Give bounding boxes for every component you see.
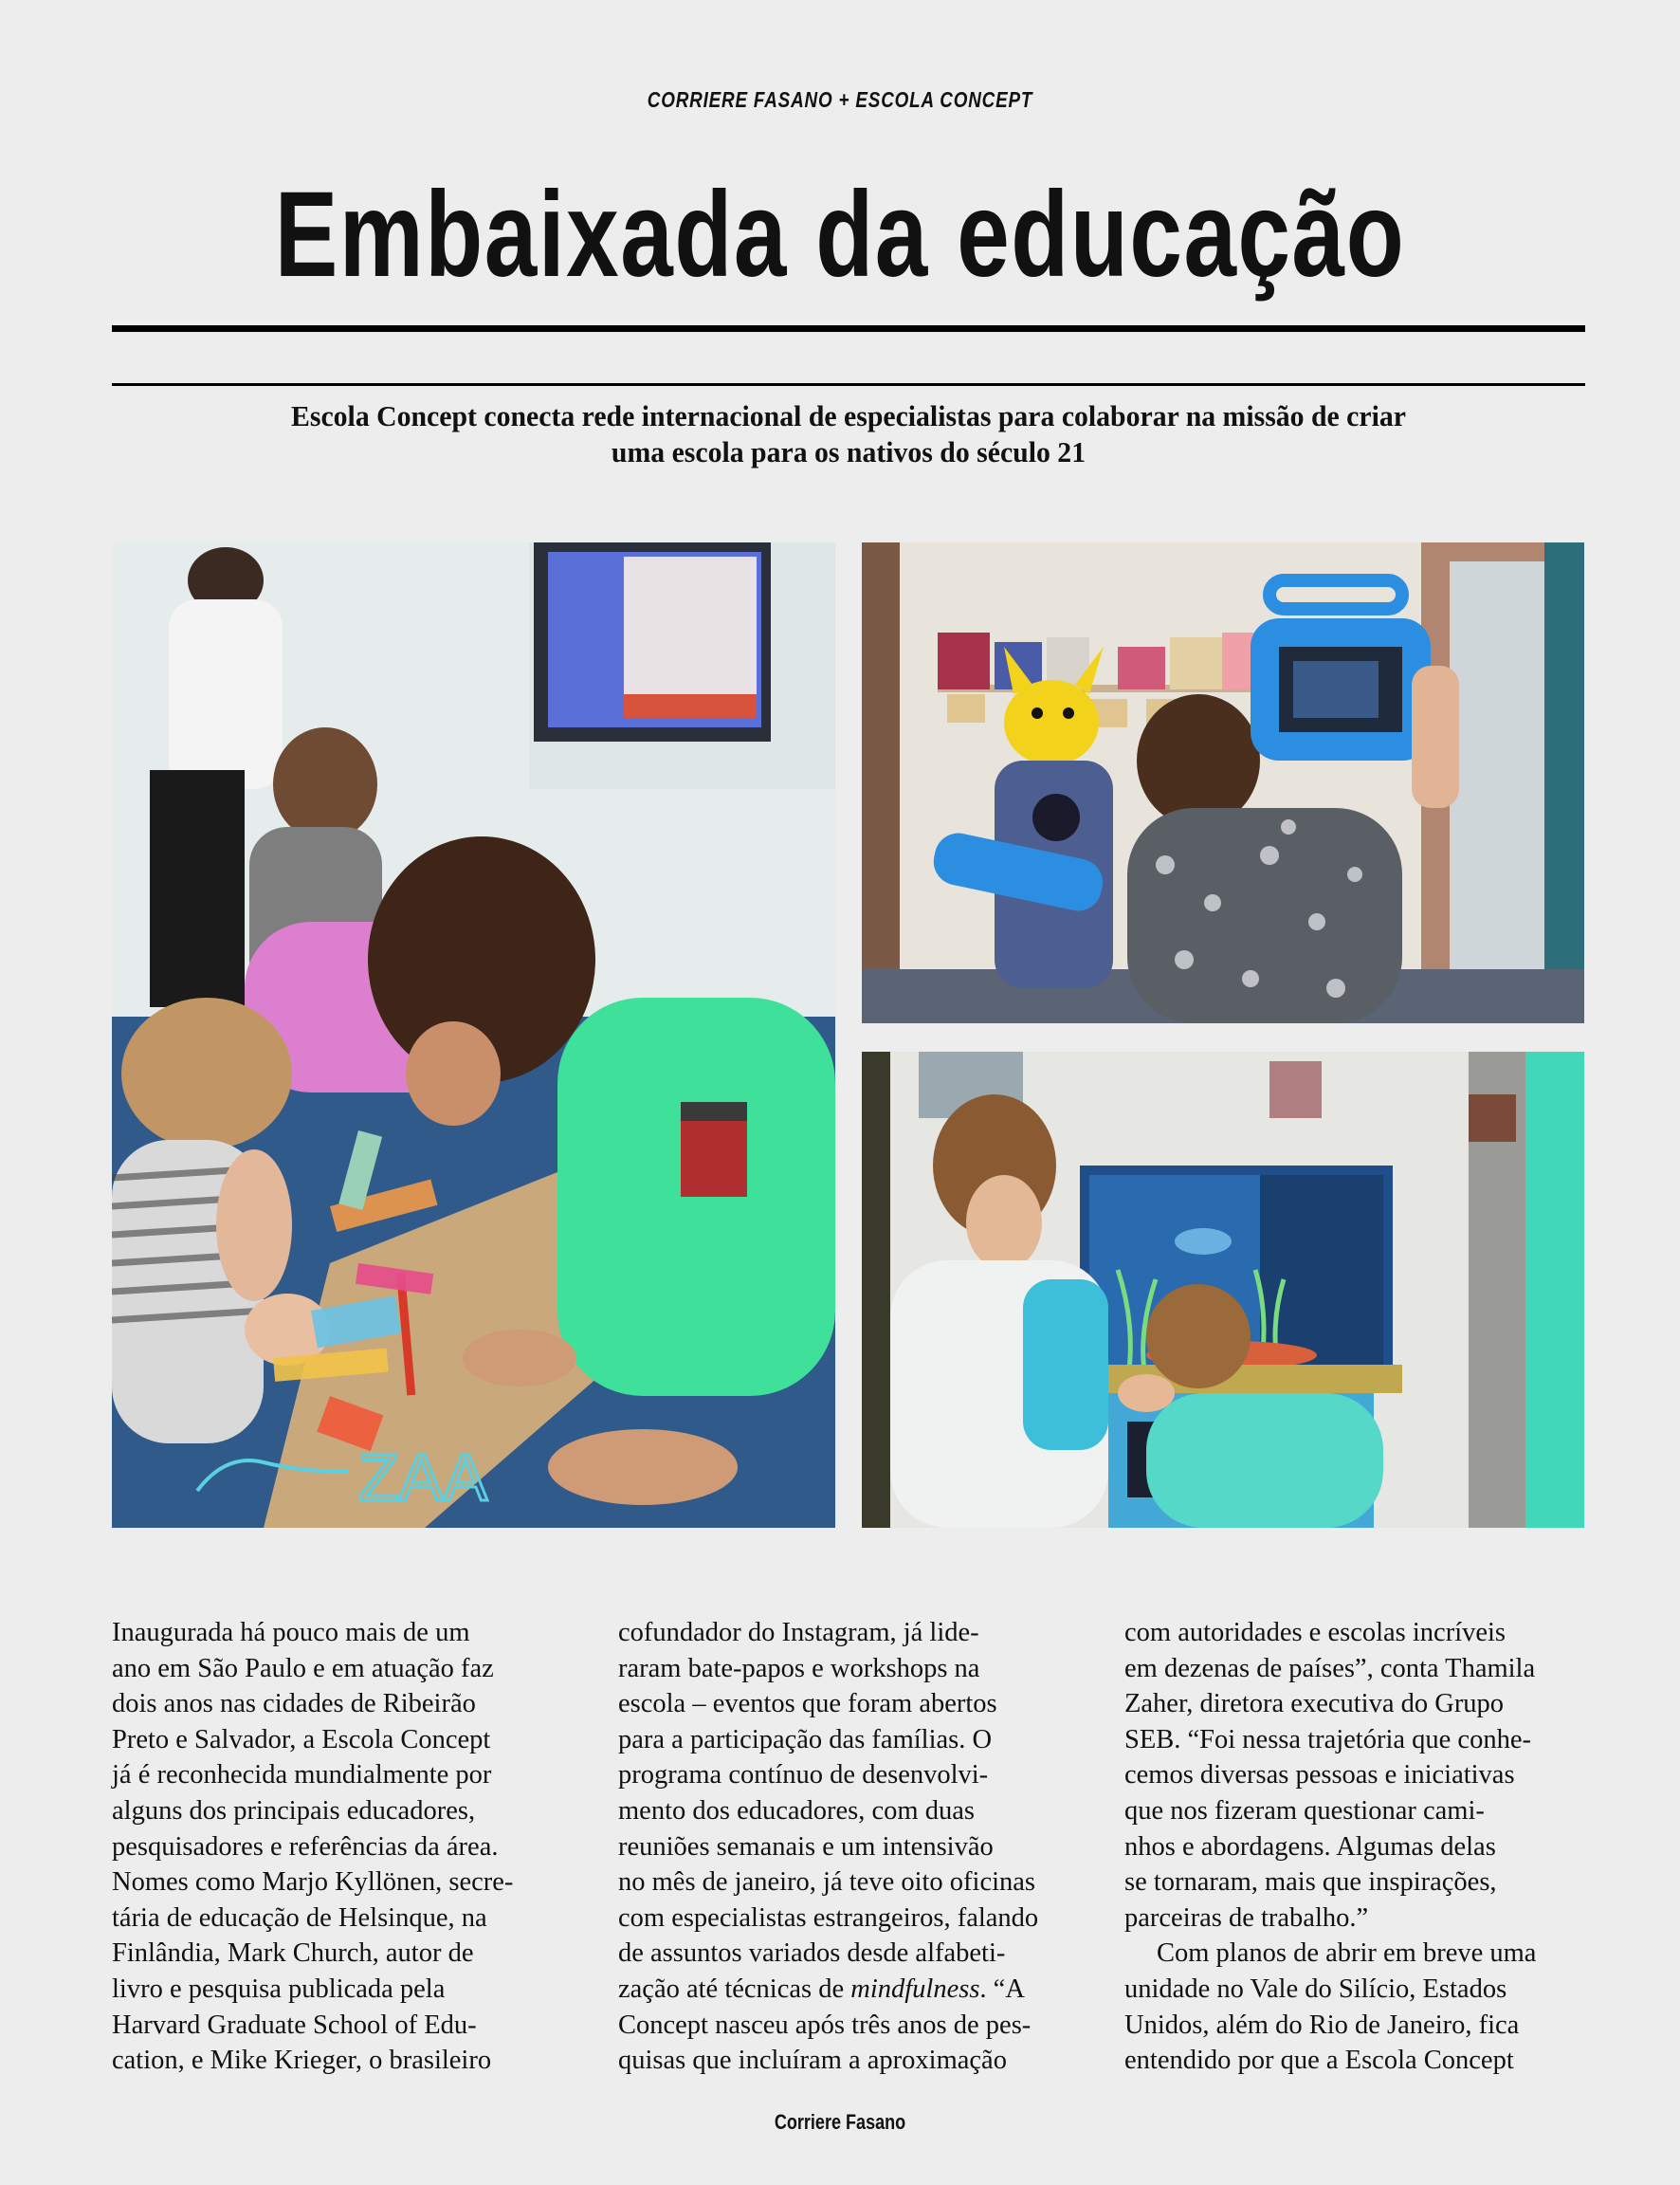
page-title: Embaixada da educação — [274, 167, 1406, 303]
body-line: com autoridades e escolas incríveis — [1124, 1618, 1507, 1647]
svg-text:ZAA: ZAA — [358, 1441, 488, 1515]
body-line: para a participação das famílias. O — [618, 1724, 993, 1754]
body-line: Zaher, diretora executiva do Grupo — [1124, 1689, 1505, 1719]
body-line: escola – eventos que foram abertos — [618, 1689, 997, 1719]
body-line: Nomes como Marjo Kyllönen, secre- — [112, 1867, 514, 1898]
body-line — [618, 1972, 1075, 2008]
article-column-2 — [618, 1615, 1075, 2079]
photo-children-tablets-image — [862, 542, 1584, 1023]
body-line: já é reconhecida mundialmente por — [112, 1760, 492, 1790]
body-line: com especialistas estrangeiros, falando — [618, 1902, 1039, 1933]
body-line: pesquisadores e referências da área. — [112, 1831, 499, 1862]
body-line: raram bate-papos e workshops na — [618, 1653, 980, 1683]
body-text: zação até técnicas de — [618, 1974, 851, 2004]
body-line: Concept nasceu após três anos de pes- — [618, 2010, 1032, 2040]
body-line: Unidos, além do Rio de Janeiro, fica — [1124, 2010, 1520, 2040]
photo-aquarium-diorama — [862, 1052, 1584, 1528]
photo-aquarium-diorama-image — [862, 1052, 1584, 1528]
body-line: no mês de janeiro, já teve oito oficinas — [618, 1867, 1036, 1898]
photo-children-drawing-image — [112, 542, 835, 1528]
body-line: alguns dos principais educadores, — [112, 1795, 476, 1826]
body-line: Preto e Salvador, a Escola Concept — [112, 1724, 491, 1754]
body-line: Inaugurada há pouco mais de um — [112, 1618, 470, 1647]
body-line: ano em São Paulo e em atuação faz — [112, 1653, 494, 1683]
body-line: programa contínuo de desenvolvi- — [618, 1760, 989, 1790]
subtitle-line: Escola Concept conecta rede internacional de especialistas para colaborar na missão de criar — [291, 399, 1406, 432]
body-line: que nos fizeram questionar cami- — [1124, 1795, 1485, 1826]
body-line: unidade no Vale do Silício, Estados — [1124, 1974, 1507, 2004]
section-kicker: CORRIERE FASANO + ESCOLA CONCEPT — [647, 87, 1033, 112]
body-line: nhos e abordagens. Algumas delas — [1124, 1831, 1496, 1862]
subtitle-line: uma escola para os nativos do século 21 — [611, 435, 1087, 468]
body-line: reuniões semanais e um intensivão — [618, 1831, 994, 1862]
article-body — [112, 1615, 1585, 2079]
body-line: cemos diversas pessoas e iniciativas — [1124, 1760, 1515, 1790]
body-text: . “A — [979, 1974, 1025, 2004]
article-column-1 — [112, 1615, 569, 2079]
photo-children-drawing — [112, 542, 835, 1528]
body-line: cation, e Mike Krieger, o brasileiro — [112, 2046, 492, 2076]
body-line: cofundador do Instagram, já lide- — [618, 1618, 979, 1647]
body-line: quisas que incluíram a aproximação — [618, 2046, 1007, 2076]
italic-term: mindfulness — [850, 1974, 980, 2004]
body-line: em dezenas de países”, conta Thamila — [1124, 1653, 1536, 1683]
body-line: entendido por que a Escola Concept — [1124, 2046, 1514, 2076]
body-line: livro e pesquisa publicada pela — [112, 1974, 446, 2004]
body-line: de assuntos variados desde alfabeti- — [618, 1938, 1006, 1969]
body-line: se tornaram, mais que inspirações, — [1124, 1867, 1497, 1898]
article-column-3 — [1124, 1615, 1581, 2079]
title-divider-thick — [112, 325, 1585, 332]
body-line: tária de educação de Helsinque, na — [112, 1902, 487, 1933]
photo-children-tablets — [862, 542, 1584, 1023]
body-line: parceiras de trabalho.” — [1124, 1902, 1369, 1933]
body-line: dois anos nas cidades de Ribeirão — [112, 1689, 476, 1719]
title-divider-thin — [112, 383, 1585, 386]
page-footer-publication: Corriere Fasano — [774, 2110, 906, 2134]
body-line: SEB. “Foi nessa trajetória que conhe- — [1124, 1724, 1531, 1754]
body-line: mento dos educadores, com duas — [618, 1795, 975, 1826]
body-line: Harvard Graduate School of Edu- — [112, 2010, 477, 2040]
body-line-paragraph-start: Com planos de abrir em breve uma — [1157, 1938, 1537, 1969]
subtitle — [141, 398, 1556, 470]
body-line: Finlândia, Mark Church, autor de — [112, 1938, 474, 1969]
